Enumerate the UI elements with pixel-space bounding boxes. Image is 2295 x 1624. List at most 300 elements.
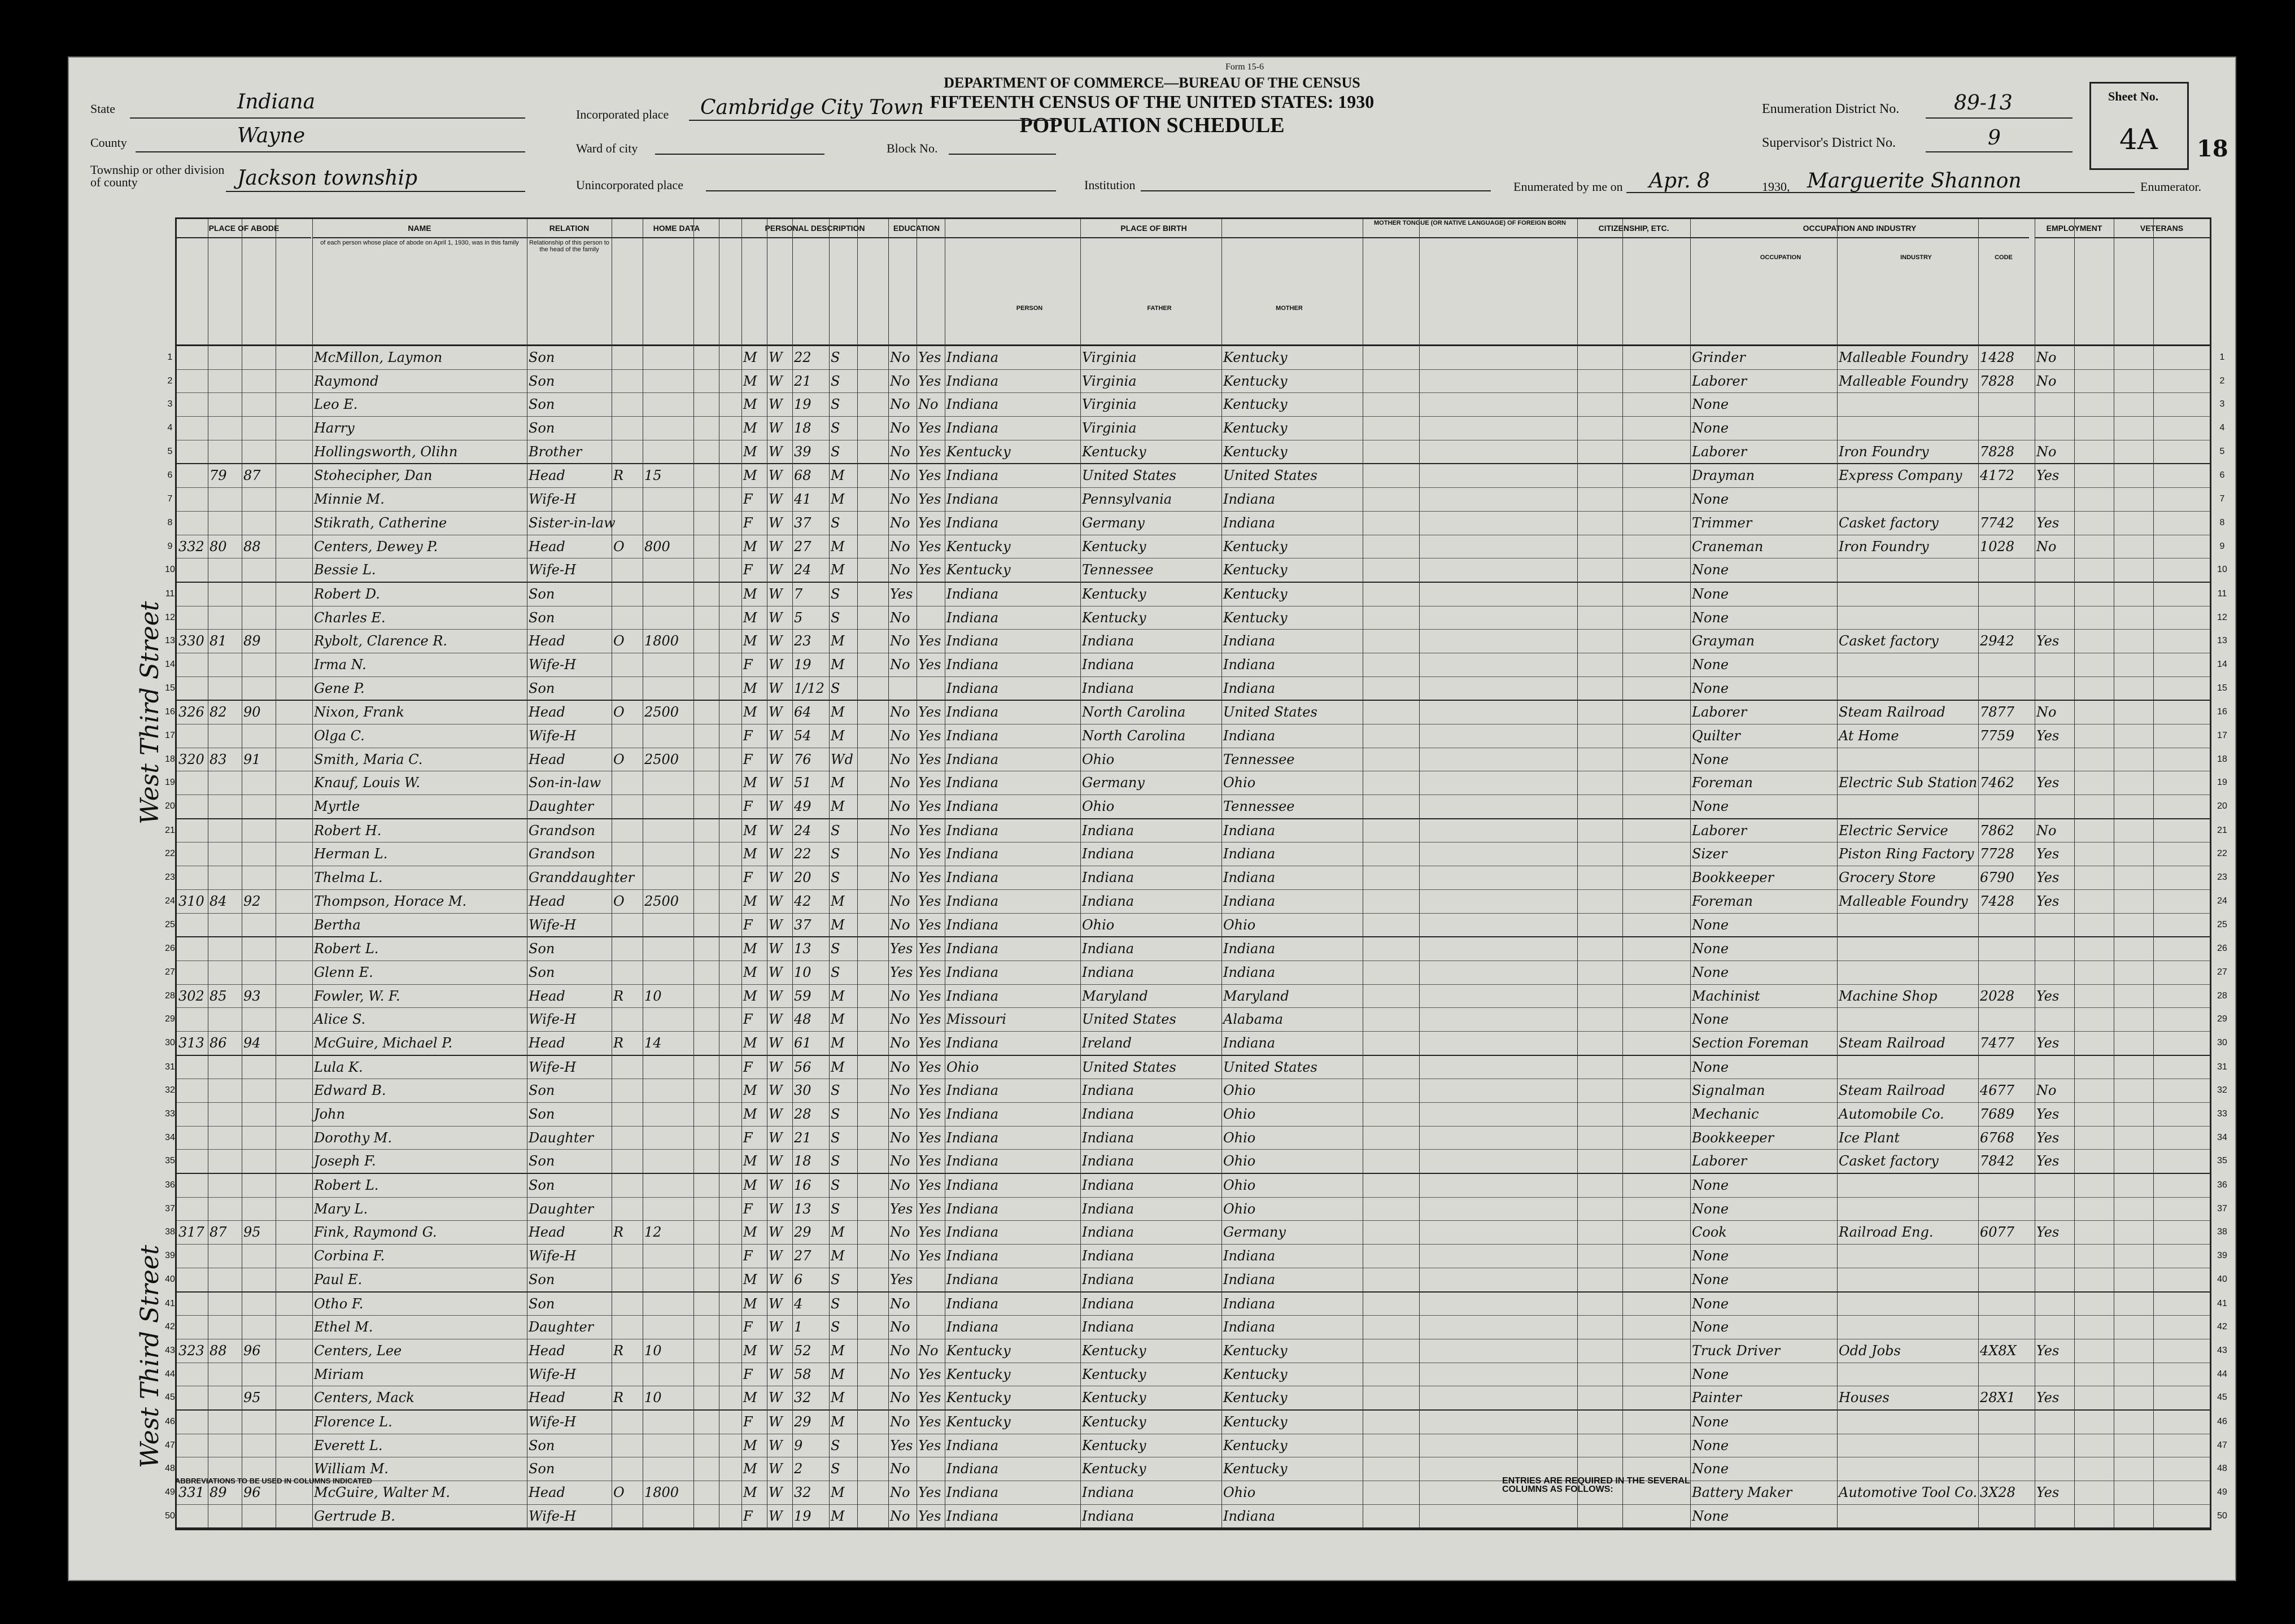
enumerated-date: Apr. 8 [1649,169,1711,193]
footer [175,1477,2208,1567]
cell-name: Hollingsworth, Olihn [314,443,458,460]
line-number: 25 [165,919,175,929]
cell-code [1978,653,2035,676]
cell-age: 41 [794,491,811,508]
cell-bp: Indiana [946,988,999,1004]
line-number: 43 [165,1345,175,1355]
cell-ms: M [831,916,845,933]
cell-bp: Indiana [946,1082,999,1099]
cell-ms: S [831,870,840,886]
cell-st [177,488,208,510]
line-number: 34 [165,1132,175,1142]
cell-st [177,606,208,629]
cell-own [612,512,643,534]
cell-bp: Indiana [946,420,999,436]
cell-st [177,1316,208,1338]
cell-own [612,819,643,842]
cell-code [1978,1411,2035,1433]
cell-dw [242,1056,276,1079]
cell-st [177,1434,208,1457]
cell-dw [242,440,276,463]
cell-dw: 92 [243,893,261,909]
cell-own [612,1245,643,1267]
cell-bp: Indiana [946,1437,999,1453]
cell-ms: S [831,396,840,413]
cell-val: 2500 [644,893,679,909]
cell-name: Edward B. [314,1082,386,1099]
cell-sch: Yes [890,941,913,957]
cell-val: 2500 [644,704,679,721]
column-divider [1221,219,1222,1529]
page-stamp: 18 [2197,136,2228,162]
table-row [165,724,2227,748]
line-number-right: 27 [2217,967,2227,977]
cell-occ: None [1692,1059,1729,1075]
cell-fam [276,1434,311,1457]
cell-bp: Indiana [946,846,999,862]
cell-fam [276,653,311,676]
cell-rd [917,1316,945,1338]
cell-ms: M [831,1224,845,1241]
cell-rel: Head [529,1342,565,1359]
cell-name: Corbina F. [314,1248,385,1264]
cell-code [1978,748,2035,771]
cell-hn [208,1198,242,1220]
cell-dw [242,1198,276,1220]
cell-bf: Kentucky [1082,609,1146,626]
relation-column-head: Relationship of this person to the head of the family [529,239,609,253]
cell-fam [276,1339,311,1362]
cell-rel: Wife-H [529,916,577,933]
cell-ms: S [831,822,840,839]
cell-emp: Yes [2036,633,2060,649]
cell-val [643,653,693,676]
cell-bp: Indiana [946,350,999,365]
cell-hn [208,1293,242,1315]
cell-st [177,512,208,534]
cell-ind: Malleable Foundry [1839,373,1968,389]
cell-rd [917,677,945,700]
cell-emp [2035,1434,2074,1457]
cell-occ: None [1692,1271,1729,1287]
cell-occ: None [1692,964,1729,980]
cell-bp: Kentucky [946,1390,1011,1406]
cell-own [612,771,643,794]
cell-own: O [613,893,625,909]
cell-hn [208,1316,242,1338]
line-number-right: 9 [2219,541,2225,551]
cell-fam [276,417,311,439]
cell-name: Olga C. [314,728,365,744]
cell-dw [242,914,276,936]
group-education: EDUCATION [888,219,945,238]
cell-sch: No [890,396,910,413]
cell-sch: No [890,1177,910,1194]
cell-hn: 82 [210,704,227,721]
cell-rel: Brother [529,443,582,460]
cell-race: W [769,443,783,460]
cell-emp: No [2036,538,2057,555]
cell-own [612,1293,643,1315]
cell-own [612,606,643,629]
cell-sex: F [743,728,753,744]
cell-dw: 89 [243,633,261,649]
cell-ind: Grocery Store [1839,870,1936,886]
cell-own [612,1316,643,1338]
cell-sex: M [743,680,757,696]
cell-sch: No [890,1059,910,1075]
cell-hn [208,961,242,984]
code-head: CODE [1995,254,2013,261]
line-number-right: 45 [2217,1392,2227,1403]
line-number: 23 [165,872,175,883]
line-number: 5 [167,446,173,456]
cell-age: 52 [794,1342,811,1359]
cell-name: Bessie L. [314,562,376,578]
cell-fam [276,961,311,984]
table-row [165,583,2227,606]
table-row [165,1268,2227,1293]
cell-bf: Indiana [1082,1271,1135,1287]
cell-val: 12 [644,1224,662,1241]
cell-ind [1837,795,1978,818]
cell-ms: M [831,656,845,673]
cell-ind: Automotive Tool Co. [1839,1485,1978,1500]
cell-ind: Steam Railroad [1839,1034,1945,1051]
cell-rel: Wife-H [529,728,577,744]
column-divider [888,219,889,1529]
cell-age: 18 [794,420,811,436]
cell-ms: M [831,728,845,744]
cell-rd: Yes [918,633,941,649]
cell-bm: Kentucky [1223,1390,1288,1406]
cell-bm: Ohio [1223,1153,1256,1169]
line-number-right: 44 [2217,1369,2227,1379]
line-number-right: 42 [2217,1322,2227,1332]
cell-occ: None [1692,420,1729,436]
cell-race: W [769,1437,783,1453]
line-number-right: 36 [2217,1180,2227,1190]
cell-bf: Indiana [1082,964,1135,980]
cell-hn [208,1245,242,1267]
line-number: 38 [165,1227,175,1237]
table-row [167,417,2225,440]
cell-race: W [769,1342,783,1359]
cell-race: W [769,1366,783,1382]
cell-fam [276,1198,311,1220]
table-row [165,606,2227,630]
cell-st [177,464,208,487]
table-row [167,464,2225,488]
cell-val: 800 [644,538,670,555]
cell-occ: Bookkeeper [1692,870,1774,886]
cell-age: 13 [794,941,811,957]
cell-occ: None [1692,609,1729,626]
cell-race: W [769,1034,783,1051]
enum-district-label: Enumeration District No. [1762,102,1900,116]
cell-hn [208,1127,242,1149]
table-row [165,890,2227,914]
line-number: 18 [165,754,175,764]
table-row [165,985,2227,1009]
line-number: 27 [165,967,175,977]
cell-bm: Ohio [1223,1200,1256,1217]
cell-bm: Kentucky [1223,1366,1288,1382]
cell-rel: Wife-H [529,1508,577,1524]
line-number: 11 [165,588,175,599]
cell-age: 48 [794,1011,811,1028]
cell-sch: Yes [890,1437,913,1453]
entries-title: ENTRIES ARE REQUIRED IN THE SEVERAL COLUMNS AS FOLLOWS: [1502,1476,1690,1494]
cell-race: W [769,1413,783,1430]
cell-bm: Ohio [1223,1485,1256,1500]
cell-val [643,961,693,984]
cell-bm: Indiana [1223,822,1276,839]
cell-ind: Casket factory [1839,1153,1939,1169]
cell-code: 3X28 [1980,1485,2015,1500]
cell-hn: 87 [210,1224,227,1241]
cell-code: 7862 [1980,822,2015,839]
cell-sch: No [890,916,910,933]
line-number: 48 [165,1464,175,1474]
cell-hn [208,1411,242,1433]
cell-rd: Yes [918,1248,941,1264]
line-number: 3 [167,399,173,409]
cell-sex: F [743,1011,753,1028]
cell-ms: M [831,775,845,791]
group-occupation: OCCUPATION AND INDUSTRY [1690,219,2029,238]
cell-age: 29 [794,1413,811,1430]
cell-fam [276,1056,311,1079]
cell-hn [208,1056,242,1079]
cell-fam [276,724,311,747]
cell-dw: 96 [243,1485,261,1500]
line-number-right: 47 [2217,1440,2227,1450]
cell-st [177,795,208,818]
cell-rel: Son [529,396,555,413]
cell-bp: Indiana [946,633,999,649]
line-number-right: 35 [2217,1156,2227,1166]
cell-age: 1 [794,1319,803,1335]
line-number: 30 [165,1037,175,1047]
cell-hn [208,795,242,818]
cell-name: Robert H. [314,822,382,839]
cell-emp [2035,1316,2074,1338]
industry-head: INDUSTRY [1900,254,1932,261]
cell-occ: Bookkeeper [1692,1129,1774,1146]
cell-race: W [769,1129,783,1146]
cell-ind [1837,748,1978,771]
cell-code [1978,583,2035,605]
cell-hn: 80 [210,538,227,555]
cell-val [643,488,693,510]
cell-age: 2 [794,1461,803,1477]
cell-name: Charles E. [314,609,386,626]
cell-bf: Kentucky [1082,443,1146,460]
cell-dw [242,417,276,439]
cell-hn [208,1079,242,1102]
cell-emp: Yes [2036,1034,2060,1051]
cell-rd: Yes [918,1437,941,1453]
line-number-right: 20 [2217,801,2227,811]
cell-occ: None [1692,1437,1729,1453]
cell-st: 313 [178,1034,204,1051]
cell-sch: No [890,1342,910,1359]
cell-occ: Laborer [1692,1153,1747,1169]
cell-emp: No [2036,704,2057,721]
cell-rd: Yes [918,775,941,791]
cell-ind [1837,393,1978,416]
cell-ind [1837,1056,1978,1079]
table-row [165,1386,2227,1411]
cell-fam [276,819,311,842]
cell-ms: S [831,941,840,957]
line-number-right: 30 [2217,1037,2227,1047]
cell-st [177,1268,208,1291]
cell-rel: Head [529,1034,565,1051]
cell-bm: Kentucky [1223,373,1288,389]
cell-sex: F [743,916,753,933]
cell-name: Glenn E. [314,964,373,980]
cell-dw [242,1079,276,1102]
cell-occ: Trimmer [1692,514,1752,531]
cell-fam [276,583,311,605]
sheet-box [2089,82,2189,170]
cell-bm: United States [1223,1059,1317,1075]
cell-age: 1/12 [794,680,824,696]
cell-bf: Indiana [1082,1129,1135,1146]
cell-val [643,1103,693,1125]
cell-code [1978,1056,2035,1079]
cell-ind: At Home [1839,728,1899,744]
line-number: 15 [165,683,175,693]
cell-code [1978,488,2035,510]
cell-name: Smith, Maria C. [314,751,423,767]
supervisor-value: 9 [1988,126,2001,150]
cell-sch: No [890,1106,910,1122]
cell-fam [276,1363,311,1386]
line-number: 26 [165,944,175,954]
cell-ind: Malleable Foundry [1839,350,1968,365]
cell-ind [1837,677,1978,700]
cell-age: 64 [794,704,811,721]
cell-rel: Son [529,964,555,980]
cell-race: W [769,1508,783,1524]
cell-hn: 84 [210,893,227,909]
cell-name: Centers, Lee [314,1342,402,1359]
cell-own [612,677,643,700]
cell-bp: Indiana [946,964,999,980]
cell-st [177,1411,208,1433]
cell-fam [276,771,311,794]
cell-emp: Yes [2036,514,2060,531]
cell-bp: Indiana [946,728,999,744]
cell-sex: M [743,1437,757,1453]
table-row [165,1316,2227,1339]
cell-emp: No [2036,822,2057,839]
cell-race: W [769,870,783,886]
cell-bp: Ohio [946,1059,979,1075]
cell-bm: Indiana [1223,1034,1276,1051]
cell-race: W [769,538,783,555]
cell-bf: Ohio [1082,798,1115,815]
cell-race: W [769,373,783,389]
cell-val [643,370,693,392]
cell-hn [208,724,242,747]
cell-sex: F [743,1248,753,1264]
ward-label: Ward of city [576,141,638,155]
cell-bf: Kentucky [1082,1413,1146,1430]
cell-bf: United States [1082,1011,1176,1028]
cell-dw [242,842,276,865]
line-number-right: 18 [2217,754,2227,764]
cell-age: 76 [794,751,811,767]
line-number-right: 23 [2217,872,2227,883]
cell-name: McGuire, Walter M. [314,1485,450,1500]
cell-sch: No [890,988,910,1004]
cell-st [177,1008,208,1031]
cell-code: 7828 [1980,443,2015,460]
cell-ms: S [831,846,840,862]
cell-bm: Indiana [1223,1319,1276,1335]
cell-ind [1837,1268,1978,1291]
cell-name: Gertrude B. [314,1508,395,1524]
table-row [165,677,2227,701]
line-number-right: 1 [2219,352,2225,362]
cell-st: 317 [178,1224,204,1241]
cell-code [1978,795,2035,818]
cell-race: W [769,728,783,744]
cell-age: 30 [794,1082,811,1099]
cell-name: Leo E. [314,396,358,413]
cell-bm: Kentucky [1223,586,1288,602]
cell-bf: Kentucky [1082,586,1146,602]
cell-ind: Houses [1839,1390,1890,1406]
table-row [165,748,2227,772]
cell-fam [276,606,311,629]
cell-ind: Piston Ring Factory [1839,846,1974,862]
cell-rd: Yes [918,656,941,673]
cell-bp: Kentucky [946,443,1011,460]
birth-mother-head: MOTHER [1276,305,1303,312]
cell-code: 6790 [1980,870,2015,886]
cell-emp [2035,961,2074,984]
cell-ind: Iron Foundry [1839,538,1929,555]
cell-val [643,914,693,936]
cell-code: 7828 [1980,373,2015,389]
table-row [165,914,2227,938]
cell-name: Joseph F. [314,1153,376,1169]
cell-rel: Head [529,751,565,767]
cell-bm: Kentucky [1223,1342,1288,1359]
cell-bf: Indiana [1082,680,1135,696]
cell-ind: Steam Railroad [1839,1082,1945,1099]
table-row [167,370,2225,394]
cell-hn: 85 [210,988,227,1004]
cell-age: 23 [794,633,811,649]
cell-rel: Son [529,1271,555,1287]
cell-rd: Yes [918,1177,941,1194]
cell-val [643,677,693,700]
cell-dw [242,606,276,629]
cell-val: 15 [644,468,662,484]
cell-ms: S [831,373,840,389]
cell-ind [1837,606,1978,629]
cell-code: 7877 [1980,704,2015,721]
cell-dw [242,1174,276,1197]
cell-race: W [769,1271,783,1287]
cell-sch: Yes [890,1271,913,1287]
